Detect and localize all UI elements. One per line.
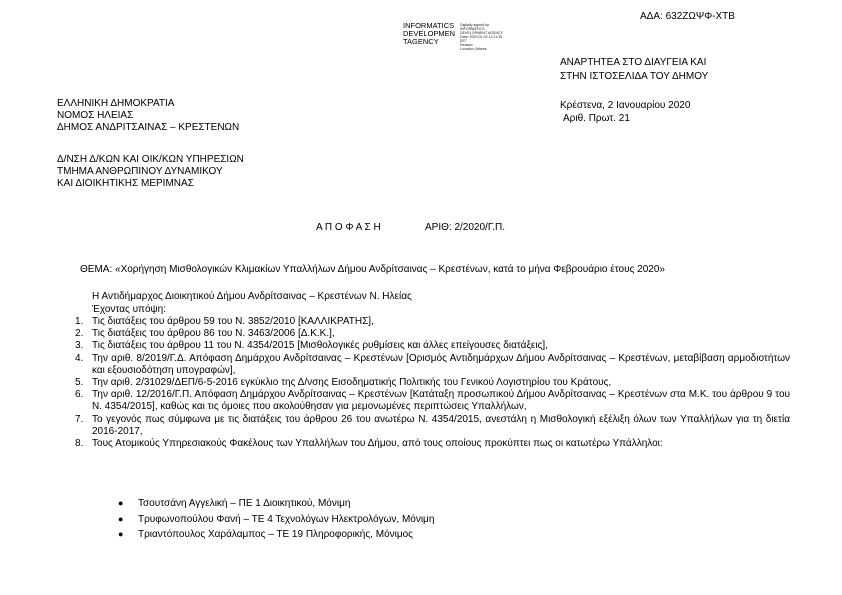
decision-title: Α Π Ο Φ Α Σ Η <box>316 222 381 233</box>
consideration-item: 3. Τις διατάξεις του άρθρου 11 του Ν. 4354/2015 [Μισθολογικές ρυθμίσεις και άλλες επείγουσες διατάξεις], <box>75 340 548 352</box>
body-intro: Η Αντιδήμαρχος Διοικητικού Δήμου Ανδρίτσαινας – Κρεστένων Ν. Ηλείας <box>92 291 412 302</box>
consideration-item: 5. Την αριθ. 2/31029/ΔΕΠ/6-5-2016 εγκύκλιο της Δ/νσης Εισοδηματικής Πολιτικής του Γενικού Λογιστηρίου του Κράτους, <box>75 377 612 389</box>
ada-code: ΑΔΑ: 632ΖΩΨΦ-ΧΤΒ <box>640 11 735 22</box>
consideration-item: 4. Την αριθ. 8/2019/Γ.Δ. Απόφαση Δημάρχου Ανδρίτσαινας – Κρεστένων [Ορισμός Αντιδημάρχων Δήμου Ανδρίτσαινας – Κρεστένων, μεταβίβαση αρμοδιοτήτων και εξουσιοδότηση υπογραφών], <box>75 352 790 376</box>
employees-list <box>118 496 434 543</box>
considerations-list <box>75 316 790 450</box>
department-block: Δ/ΝΣΗ Δ/ΚΩΝ ΚΑΙ ΟΙΚ/ΚΩΝ ΥΠΗΡΕΣΙΩΝ ΤΜΗΜΑ ΑΝΘΡΩΠΙΝΟΥ ΔΥΝΑΜΙΚΟΥ ΚΑΙ ΔΙΟΙΚΗΤΙΚΗΣ ΜΕΡΙΜΝΑΣ <box>57 154 244 189</box>
publish-notice: ΑΝΑΡΤΗΤΕΑ ΣΤΟ ΔΙΑΥΓΕΙΑ ΚΑΙ ΣΤΗΝ ΙΣΤΟΣΕΛΙΔΑ ΤΟΥ ΔΗΜΟΥ <box>560 57 709 82</box>
consideration-item: 1. Τις διατάξεις του άρθρου 59 του Ν. 3852/2010 [ΚΑΛΛΙΚΡΑΤΗΣ], <box>75 316 374 327</box>
subject-line: ΘΕΜΑ: «Χορήγηση Μισθολογικών Κλιμακίων Υπαλλήλων Δήμου Ανδρίτσαινας – Κρεστένων, κατά το μήνα Φεβρουάριο έτους 2020» <box>80 264 665 275</box>
bullet-icon: ● <box>118 498 124 508</box>
signature-organization: INFORMATICS DEVELOPMEN TAGENCY <box>403 21 456 46</box>
bullet-icon: ● <box>118 513 124 524</box>
issuer-prefecture: ΝΟΜΟΣ ΗΛΕΙΑΣ <box>57 110 134 121</box>
issuer-block <box>57 98 239 134</box>
issuer-country: ΕΛΛΗΝΙΚΗ ΔΗΜΟΚΡΑΤΙΑ <box>57 98 175 109</box>
issuer-municipality: ΔΗΜΟΣ ΑΝΔΡΙΤΣΑΙΝΑΣ – ΚΡΕΣΤΕΝΩΝ <box>57 122 240 133</box>
consideration-item: 8. Τους Ατομικούς Υπηρεσιακούς Φακέλους των Υπαλλήλων του Δήμου, από τους οποίους προκύπτει πως οι κατωτέρω Υπάλληλοι: <box>75 438 663 450</box>
signature-details: Digitally signed by INFORMATICS DEVELOPMENT AGENCY Date: 2020.01.02 11:21:35 EET Reason: Location: Athens <box>460 23 504 51</box>
bullet-icon: ● <box>118 529 124 539</box>
employee-item: ● Τριαντόπουλος Χαράλαμπος – ΤΕ 19 Πληροφορικής, Μόνιμος <box>118 527 434 543</box>
document-date: Κρέστενα, 2 Ιανουαρίου 2020 <box>560 100 691 111</box>
considering-label: Έχοντας υπόψη: <box>92 304 166 315</box>
consideration-item: 2. Τις διατάξεις του άρθρου 86 του Ν. 3463/2006 [Δ.Κ.Κ.], <box>75 328 335 340</box>
consideration-item: 6. Την αριθ. 12/2016/Γ.Π. Απόφαση Δημάρχου Ανδρίτσαινας – Κρεστένων [Κατάταξη προσωπικού Δήμου Ανδρίτσαινας – Κρεστένων στα Μ.Κ. του άρθρου 9 του Ν. 4354/2015], καθώς και τις όμοιες που ακολούθησαν για μεμονωμένες περιπτώσεις Υπαλλήλων, <box>75 389 790 413</box>
employee-item: ● Τσουτσάνη Αγγελική – ΠΕ 1 Διοικητικού, Μόνιμη <box>118 496 434 512</box>
digital-signature-stamp <box>403 21 528 51</box>
consideration-item: 7. Το γεγονός πως σύμφωνα με τις διατάξεις του άρθρου 26 του ανωτέρω Ν. 4354/2015, ανεστάλη η Μισθολογική εξέλιξη όλων των Υπαλλήλων για τη διετία 2016-2017, <box>75 413 790 437</box>
employee-item: ● Τρυφωνοπούλου Φανή – ΤΕ 4 Τεχνολόγων Ηλεκτρολόγων, Μόνιμη <box>118 512 434 528</box>
decision-number: ΑΡΙΘ: 2/2020/Γ.Π. <box>425 222 506 233</box>
protocol-number: Αριθ. Πρωτ. 21 <box>563 113 630 124</box>
